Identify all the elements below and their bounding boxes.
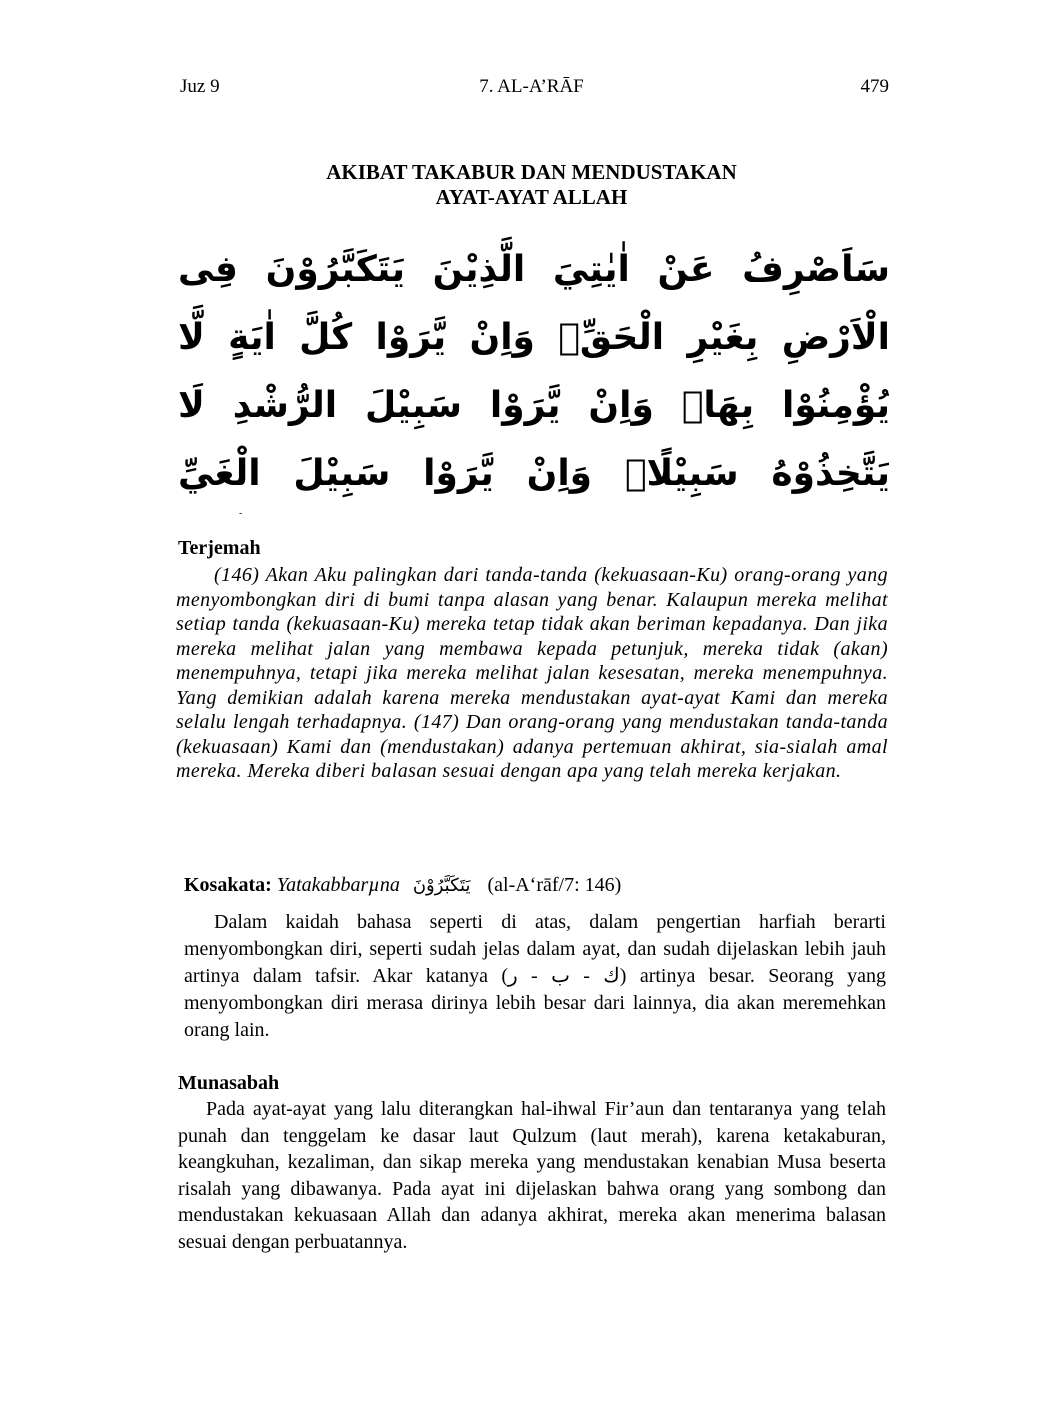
page-title-line-1: AKIBAT TAKABUR DAN MENDUSTAKAN (326, 160, 737, 184)
kosakata-label: Kosakata: (184, 874, 272, 896)
page-number: 479 (860, 76, 889, 97)
munasabah-text: Pada ayat-ayat yang lalu diterangkan hal-ihwal Fir’aun dan tentaranya yang telah punah dan tenggelam ke dasar laut Qulzum (laut merah), karena ketakaburan, keangkuhan, kezaliman, dan sikap mereka yang mendustakan kenabian Musa beserta risalah yang dibawanya. Pada ayat ini dijelaskan bahwa orang yang sombong dan mendustakan kekuasaan Allah dan adanya akhirat, mereka akan menerima balasan sesuai dengan perbuatannya. (178, 1098, 886, 1253)
terjemah-heading: Terjemah (178, 537, 261, 559)
kosakata-arabic: يَتَكَبَّرُوْنَ (412, 875, 471, 896)
munasabah-heading: Munasabah (178, 1072, 280, 1094)
kosakata-reference: (al-A‘rāf/7: 146) (487, 874, 622, 896)
kosakata-term: Yatakabbarµna (276, 874, 400, 896)
kosakata-paragraph (184, 909, 886, 1044)
terjemah-body: (146) Akan Aku palingkan dari tanda-tanda (kekuasaan-Ku) orang-orang yang menyombongkan diri di bumi tanpa alasan yang benar. Kalaupun mereka melihat setiap tanda (kekuasaan-Ku) mereka tetap tidak akan beriman kepadanya. Dan jika mereka melihat jalan yang membawa kepada petunjuk, mereka tidak (akan) menempuhnya, tetapi jika mereka melihat jalan kesesatan, mereka menempuhnya. Yang demikian adalah karena mereka mendustakan ayat-ayat Kami dan mereka selalu lengah terhadapnya. (147) Dan orang-orang yang mendustakan tanda-tanda (kekuasaan) Kami dan (mendustakan) adanya pertemuan akhirat, sia-sialah amal mereka. Mereka diberi balasan sesuai dengan apa yang telah mereka kerjakan. (176, 564, 888, 782)
juz-label: Juz 9 (180, 76, 220, 97)
terjemah-text (176, 563, 888, 784)
page-title (0, 160, 1063, 210)
page-title-line-2: AYAT-AYAT ALLAH (435, 185, 628, 209)
kosakata-line (184, 873, 621, 898)
munasabah-paragraph (178, 1096, 886, 1255)
kosakata-paragraph-text: Dalam kaidah bahasa seperti di atas, dalam pengertian harfiah berarti menyombongkan diri, seperti sudah jelas dalam ayat, dan sudah dijelaskan lebih jauh artinya dalam tafsir. Akar katanya (ك - ب - ر) artinya besar. Seorang yang menyombongkan diri merasa dirinya lebih besar dari lainnya, dia akan meremehkan orang lain. (184, 911, 886, 1041)
surah-label: 7. AL-A’RĀF (479, 76, 584, 97)
arabic-verse: سَاَصْرِفُ عَنْ اٰيٰتِيَ الَّذِيْنَ يَتَكَبَّرُوْنَ فِى الْاَرْضِ بِغَيْرِ الْحَقِّۗ وَاِنْ يَّرَوْا كُلَّ اٰيَةٍ لَّا يُؤْمِنُوْا بِهَاۚ وَاِنْ يَّرَوْا سَبِيْلَ الرُّشْدِ لَا يَتَّخِذُوْهُ سَبِيْلًاۚ وَاِنْ يَّرَوْا سَبِيْلَ الْغَيِّ (178, 249, 890, 494)
